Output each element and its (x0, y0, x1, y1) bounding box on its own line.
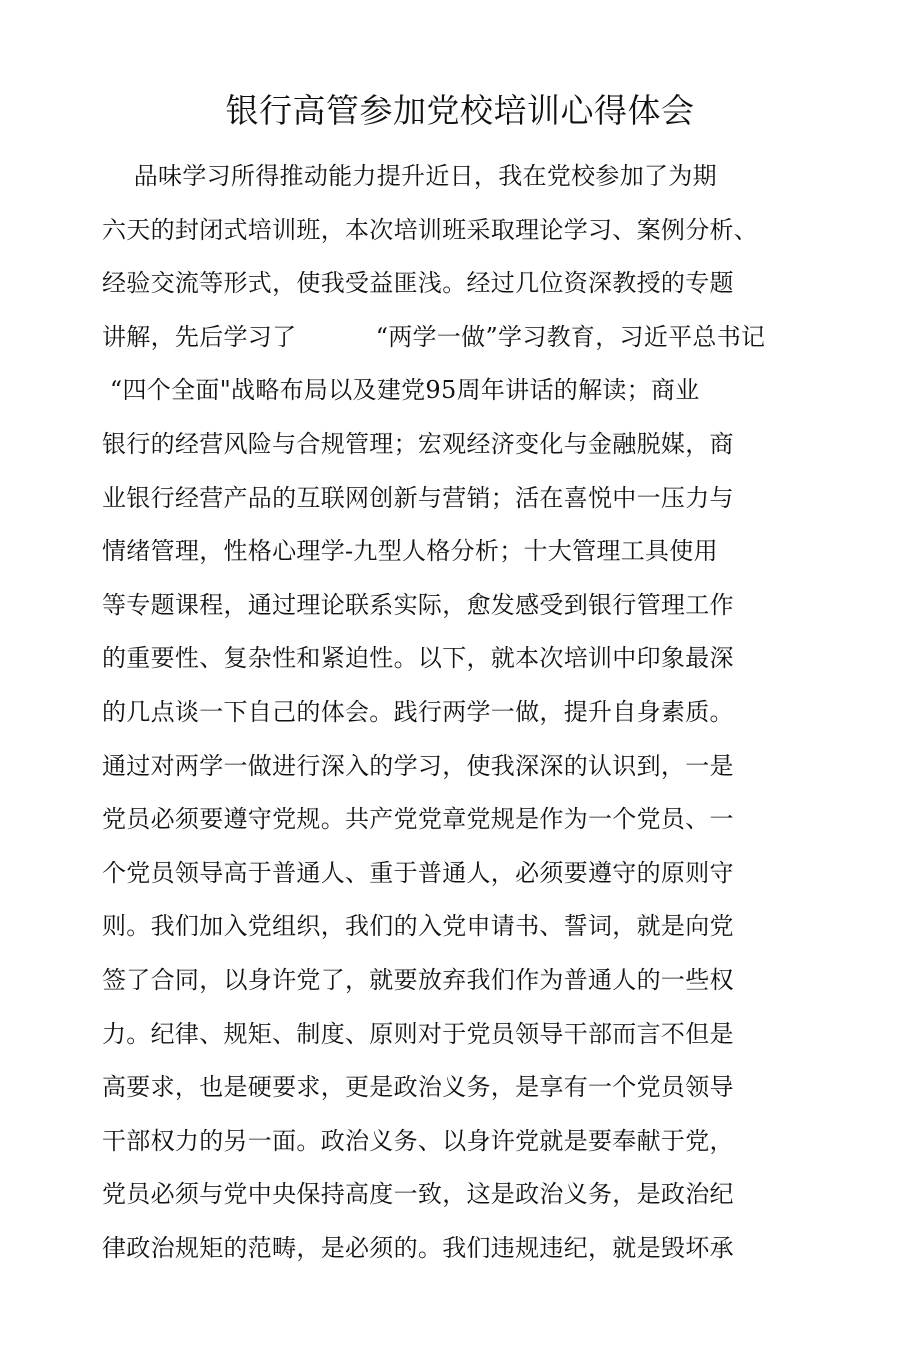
document-body (102, 150, 842, 1275)
body-line: 党员必须与党中央保持高度一致，这是政治义务，是政治纪 (102, 1180, 734, 1209)
body-line: 则。我们加入党组织，我们的入党申请书、誓词，就是向党 (102, 912, 734, 941)
body-line: 通过对两学一做进行深入的学习，使我深深的认识到，一是 (102, 751, 734, 780)
body-line: 签了合同，以身许党了，就要放弃我们作为普通人的一些权 (102, 965, 734, 994)
body-line: 银行的经营风险与合规管理；宏观经济变化与金融脱媒，商 (102, 429, 734, 458)
body-line: 干部权力的另一面。政治义务、以身许党就是要奉献于党， (102, 1126, 734, 1155)
body-line: 等专题课程，通过理论联系实际，愈发感受到银行管理工作 (102, 590, 734, 619)
document-title: 银行高管参加党校培训心得体会 (225, 91, 695, 130)
body-line: 高要求，也是硬要求，更是政治义务，是享有一个党员领导 (102, 1073, 734, 1102)
body-line: 情绪管理，性格心理学-九型人格分析；十大管理工具使用 (102, 537, 718, 566)
body-line: 律政治规矩的范畴，是必须的。我们违规违纪，就是毁坏承 (102, 1233, 734, 1262)
body-line: 六天的封闭式培训班，本次培训班采取理论学习、案例分析、 (102, 215, 759, 244)
body-line: 的几点谈一下自己的体会。践行两学一做，提升自身素质。 (102, 697, 734, 726)
body-line: “四个全面"战略布局以及建党95周年讲话的解读；商业 (102, 376, 700, 405)
body-line: 党员必须要遵守党规。共产党党章党规是作为一个党员、一 (102, 805, 734, 834)
body-line: 个党员领导高于普通人、重于普通人，必须要遵守的原则守 (102, 858, 734, 887)
body-line: 经验交流等形式，使我受益匪浅。经过几位资深教授的专题 (102, 269, 734, 298)
body-line: 品味学习所得推动能力提升近日，我在党校参加了为期 (102, 162, 717, 190)
body-line: 的重要性、复杂性和紧迫性。以下，就本次培训中印象最深 (102, 644, 734, 673)
body-line: 讲解，先后学习了 “两学一做”学习教育，习近平总书记 (102, 322, 766, 351)
body-line: 力。纪律、规矩、制度、原则对于党员领导干部而言不但是 (102, 1019, 734, 1048)
body-line: 业银行经营产品的互联网创新与营销；活在喜悦中一压力与 (102, 483, 734, 512)
